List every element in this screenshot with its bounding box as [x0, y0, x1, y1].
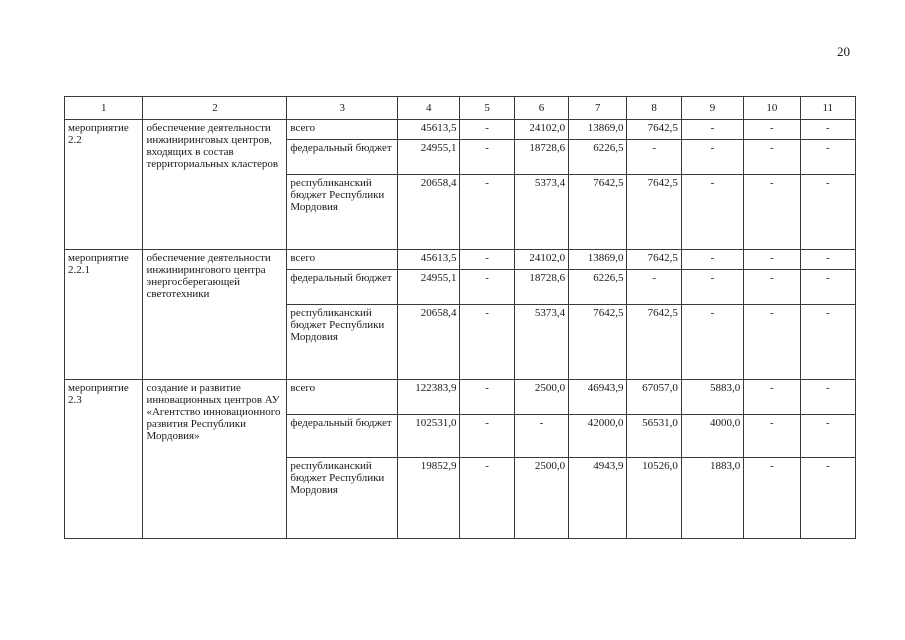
amount-cell: 7642,5 [627, 175, 681, 250]
funding-source: республиканский бюджет Республики Мордовия [287, 305, 398, 380]
amount-cell: 10526,0 [627, 458, 681, 539]
header-row [65, 97, 856, 120]
amount-cell: 67057,0 [627, 380, 681, 415]
amount-cell: - [744, 250, 800, 270]
amount-cell: 7642,5 [627, 305, 681, 380]
amount-cell: 18728,6 [514, 270, 568, 305]
measure-code: мероприятие 2.3 [65, 380, 143, 539]
amount-total: 122383,9 [398, 380, 460, 415]
amount-cell: - [460, 305, 514, 380]
column-header: 2 [143, 97, 287, 120]
amount-cell: 18728,6 [514, 140, 568, 175]
amount-total: 19852,9 [398, 458, 460, 539]
amount-cell: 5373,4 [514, 175, 568, 250]
measure-description: создание и развитие инновационных центров АУ «Агентство инновационного развития Республики Мордовия» [143, 380, 287, 539]
funding-source: всего [287, 250, 398, 270]
amount-cell: - [744, 380, 800, 415]
column-header: 7 [569, 97, 627, 120]
amount-cell: - [800, 120, 855, 140]
column-header: 9 [681, 97, 743, 120]
amount-cell: 7642,5 [569, 305, 627, 380]
amount-cell: 7642,5 [627, 250, 681, 270]
table-row [65, 120, 856, 140]
amount-cell: - [744, 140, 800, 175]
amount-cell: - [800, 250, 855, 270]
amount-cell: 4943,9 [569, 458, 627, 539]
table-row [65, 250, 856, 270]
column-header: 5 [460, 97, 514, 120]
amount-total: 20658,4 [398, 175, 460, 250]
amount-cell: 24102,0 [514, 120, 568, 140]
amount-cell: - [744, 270, 800, 305]
amount-cell: - [681, 140, 743, 175]
amount-cell: - [800, 175, 855, 250]
amount-total: 24955,1 [398, 140, 460, 175]
amount-cell: 7642,5 [569, 175, 627, 250]
column-header: 8 [627, 97, 681, 120]
amount-total: 102531,0 [398, 415, 460, 458]
funding-source: республиканский бюджет Республики Мордовия [287, 175, 398, 250]
amount-cell: 5883,0 [681, 380, 743, 415]
amount-cell: - [744, 175, 800, 250]
amount-cell: 2500,0 [514, 380, 568, 415]
page-number: 20 [837, 44, 850, 59]
amount-cell: - [460, 175, 514, 250]
amount-cell: - [681, 120, 743, 140]
amount-cell: 6226,5 [569, 140, 627, 175]
column-header: 3 [287, 97, 398, 120]
amount-cell: - [744, 415, 800, 458]
amount-cell: - [460, 120, 514, 140]
funding-source: всего [287, 120, 398, 140]
amount-cell: - [627, 270, 681, 305]
column-header: 11 [800, 97, 855, 120]
funding-source: всего [287, 380, 398, 415]
measure-description: обеспечение деятельности инжинирингового центра энергосберегающей светотехники [143, 250, 287, 380]
amount-cell: - [800, 380, 855, 415]
amount-cell: 56531,0 [627, 415, 681, 458]
funding-source: федеральный бюджет [287, 415, 398, 458]
funding-source: федеральный бюджет [287, 140, 398, 175]
amount-cell: - [800, 270, 855, 305]
amount-cell: - [460, 380, 514, 415]
amount-cell: - [744, 305, 800, 380]
amount-cell: - [460, 270, 514, 305]
amount-cell: 46943,9 [569, 380, 627, 415]
amount-cell: 4000,0 [681, 415, 743, 458]
amount-cell: 1883,0 [681, 458, 743, 539]
budget-table [64, 96, 856, 539]
column-header: 10 [744, 97, 800, 120]
amount-cell: - [681, 305, 743, 380]
amount-total: 20658,4 [398, 305, 460, 380]
column-header: 4 [398, 97, 460, 120]
amount-cell: - [627, 140, 681, 175]
amount-cell: - [460, 458, 514, 539]
amount-cell: - [800, 415, 855, 458]
amount-cell: 2500,0 [514, 458, 568, 539]
column-header: 1 [65, 97, 143, 120]
amount-cell: 42000,0 [569, 415, 627, 458]
amount-cell: 5373,4 [514, 305, 568, 380]
amount-cell: - [800, 458, 855, 539]
measure-description: обеспечение деятельности инжиниринговых центров, входящих в состав территориальных кластеров [143, 120, 287, 250]
amount-cell: - [681, 270, 743, 305]
amount-cell: 7642,5 [627, 120, 681, 140]
funding-source: федеральный бюджет [287, 270, 398, 305]
amount-cell: 6226,5 [569, 270, 627, 305]
table-row [65, 380, 856, 415]
amount-cell: - [800, 305, 855, 380]
amount-cell: - [460, 250, 514, 270]
column-header: 6 [514, 97, 568, 120]
amount-total: 45613,5 [398, 250, 460, 270]
amount-cell: - [744, 458, 800, 539]
amount-cell: - [744, 120, 800, 140]
amount-cell: - [514, 415, 568, 458]
amount-cell: - [460, 140, 514, 175]
amount-cell: 24102,0 [514, 250, 568, 270]
amount-cell: 13869,0 [569, 120, 627, 140]
measure-code: мероприятие 2.2 [65, 120, 143, 250]
amount-cell: - [681, 175, 743, 250]
amount-total: 45613,5 [398, 120, 460, 140]
measure-code: мероприятие 2.2.1 [65, 250, 143, 380]
amount-total: 24955,1 [398, 270, 460, 305]
funding-source: республиканский бюджет Республики Мордовия [287, 458, 398, 539]
amount-cell: - [460, 415, 514, 458]
amount-cell: 13869,0 [569, 250, 627, 270]
amount-cell: - [681, 250, 743, 270]
amount-cell: - [800, 140, 855, 175]
